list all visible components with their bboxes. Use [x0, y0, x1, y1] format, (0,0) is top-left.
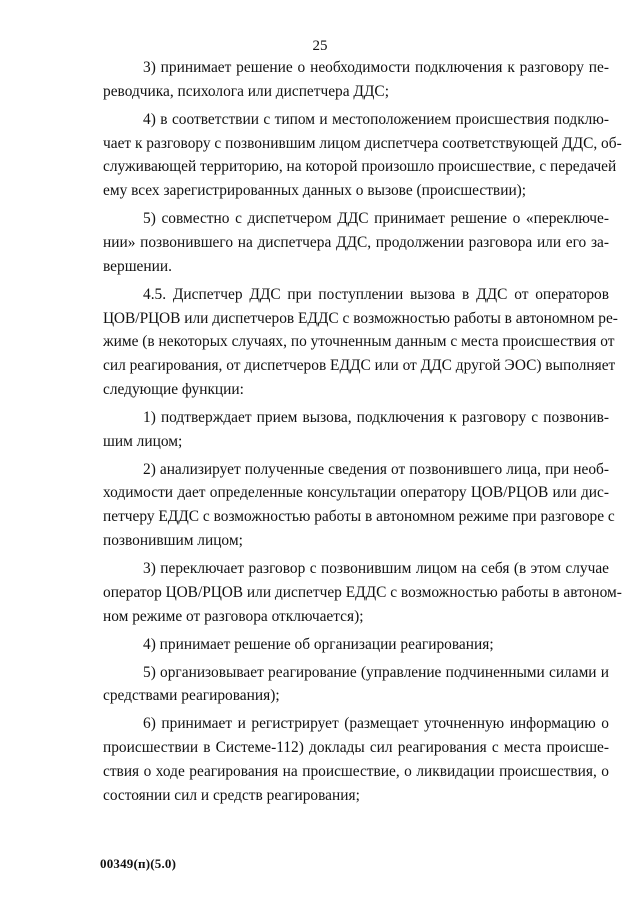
paragraph-item-3-switch-call	[103, 557, 622, 628]
text-line: сил реагирования, от диспетчеров ЕДДС или от ДДС другой ЭОС) выполняет	[103, 357, 616, 375]
text-line: 4.5. Диспетчер ДДС при поступлении вызова в ДДС от операторов	[143, 285, 609, 303]
text-line: происшествии в Системе-112) доклады сил реагирования с места происше-	[103, 739, 609, 757]
text-line: ему всех зарегистрированных данных о вызове (происшествии);	[103, 182, 527, 200]
text-line: петчеру ЕДДС с возможностью работы в автономном режиме при разговоре с	[103, 508, 615, 526]
text-line: вершении.	[103, 257, 172, 275]
text-line: чает к разговору с позвонившим лицом диспетчера соответствующей ДДС, об-	[103, 134, 622, 152]
text-line: 6) принимает и регистрирует (размещает уточненную информацию о	[143, 715, 609, 733]
text-line: ходимости дает определенные консультации оператору ЦОВ/РЦОВ или дис-	[103, 484, 609, 502]
paragraph-item-1-confirm	[103, 406, 609, 454]
text-line: 5) организовывает реагирование (управление подчиненными силами и	[143, 663, 609, 681]
text-line: шим лицом;	[103, 432, 183, 450]
paragraph-item-6-register	[103, 712, 609, 807]
document-body	[103, 56, 622, 812]
text-line: жиме (в некоторых случаях, по уточненным данным с места происшествия от	[103, 333, 615, 351]
text-line: реводчика, психолога или диспетчера ДДС;	[103, 82, 389, 100]
text-line: 4) принимает решение об организации реагирования;	[143, 635, 494, 653]
text-line: средствами реагирования);	[103, 687, 280, 705]
paragraph-item-4-organize	[103, 633, 609, 657]
text-line: оператор ЦОВ/РЦОВ или диспетчер ЕДДС с возможностью работы в автоном-	[103, 583, 622, 601]
text-line: состоянии сил и средств реагирования;	[103, 786, 360, 804]
text-line: 5) совместно с диспетчером ДДС принимает решение о «переключе-	[143, 210, 609, 228]
text-line: следующие функции:	[103, 380, 244, 398]
text-line: ЦОВ/РЦОВ или диспетчеров ЕДДС с возможностью работы в автономном ре-	[103, 309, 618, 327]
paragraph-item-3-decision	[103, 56, 609, 104]
text-line: 3) переключает разговор с позвонившим лицом на себя (в этом случае	[143, 560, 609, 578]
paragraph-item-2-analyze	[103, 458, 615, 553]
paragraph-section-4-5	[103, 283, 618, 402]
text-line: служивающей территорию, на которой произошло происшествие, с передачей	[103, 158, 617, 176]
text-line: ствия о ходе реагирования на происшествие, о ликвидации происшествия, о	[103, 763, 609, 780]
page-number: 25	[312, 38, 328, 54]
paragraph-item-4-connect	[103, 108, 622, 203]
text-line: 4) в соответствии с типом и местоположением происшествия подклю-	[143, 110, 609, 128]
paragraph-item-5-respond	[103, 661, 609, 709]
text-line: 3) принимает решение о необходимости подключения к разговору пе-	[143, 59, 609, 76]
text-line: позвонившим лицом;	[103, 532, 243, 550]
text-line: ном режиме от разговора отключается);	[103, 607, 364, 625]
text-line: нии» позвонившего на диспетчера ДДС, продолжении разговора или его за-	[103, 233, 609, 251]
document-code: 00349(п)(5.0)	[100, 856, 177, 871]
paragraph-item-5-switch	[103, 207, 609, 278]
text-line: 1) подтверждает прием вызова, подключения к разговору с позвонив-	[143, 408, 609, 426]
text-line: 2) анализирует полученные сведения от позвонившего лица, при необ-	[143, 460, 609, 478]
